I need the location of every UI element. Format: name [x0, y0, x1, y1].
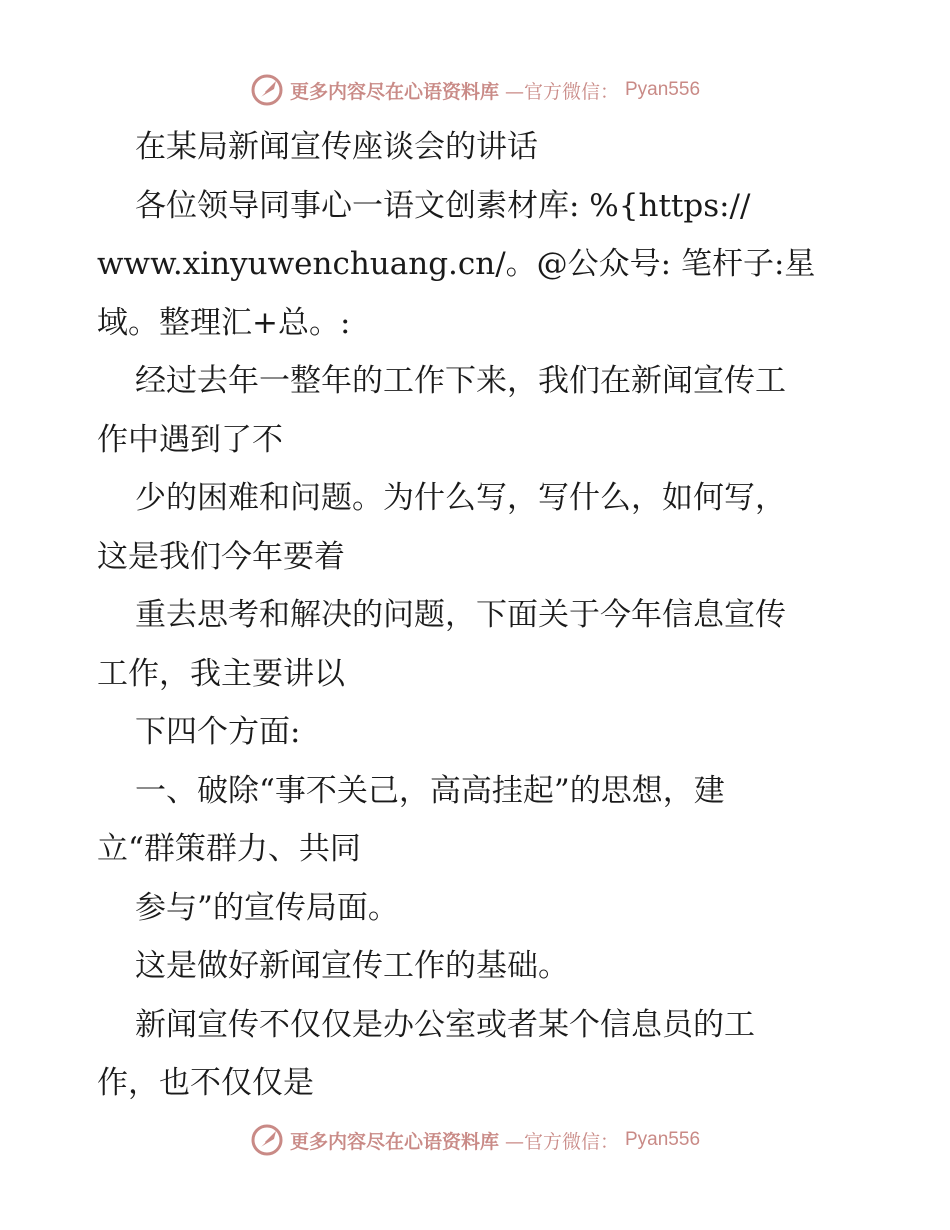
- section-heading-line: 立“群策群力、共同: [97, 831, 361, 867]
- paragraph-line: 工作，我主要讲以: [97, 655, 345, 692]
- paragraph-line: 这是做好新闻宣传工作的基础。: [135, 948, 569, 984]
- paragraph-line: 经过去年一整年的工作下来，我们在新闻宣传工: [135, 363, 786, 399]
- paragraph-line: www.xinyuwenchuang.cn/。@公众号: 笔杆子:星: [97, 246, 816, 282]
- banner-sub-text: —官方微信：: [504, 1130, 619, 1153]
- banner-wechat-id: Pyan556: [625, 1129, 701, 1150]
- document-body: [97, 118, 857, 1113]
- feather-pen-logo-icon: [250, 1123, 284, 1157]
- paragraph-line: 下四个方面:: [135, 714, 301, 750]
- paragraph-line: 新闻宣传不仅仅是办公室或者某个信息员的工: [135, 1006, 755, 1043]
- paragraph-line: 域。整理汇+总。:: [97, 304, 351, 341]
- paragraph-line: 重去思考和解决的问题，下面关于今年信息宣传: [135, 597, 786, 633]
- banner-main-text: 更多内容尽在心语资料库: [289, 80, 499, 103]
- paragraph-line: 作中遇到了不: [97, 421, 283, 458]
- banner-main-text: 更多内容尽在心语资料库: [289, 1130, 499, 1153]
- banner-wechat-id: Pyan556: [625, 79, 701, 100]
- section-heading-line: 一、破除“事不关己，高高挂起”的思想，建: [135, 772, 725, 809]
- paragraph-line: 这是我们今年要着: [97, 538, 345, 575]
- section-heading-line: 参与”的宣传局面。: [135, 889, 399, 926]
- paragraph-line: 各位领导同事心一语文创素材库: %{https://: [135, 187, 751, 224]
- footer-banner: [0, 1118, 950, 1162]
- header-banner: [0, 68, 950, 112]
- feather-pen-logo-icon: [250, 73, 284, 107]
- paragraph-line: 少的困难和问题。为什么写，写什么，如何写，: [135, 480, 786, 516]
- banner-sub-text: —官方微信：: [504, 80, 619, 103]
- document-title: 在某局新闻宣传座谈会的讲话: [135, 129, 538, 165]
- paragraph-line: 作，也不仅仅是: [97, 1065, 314, 1101]
